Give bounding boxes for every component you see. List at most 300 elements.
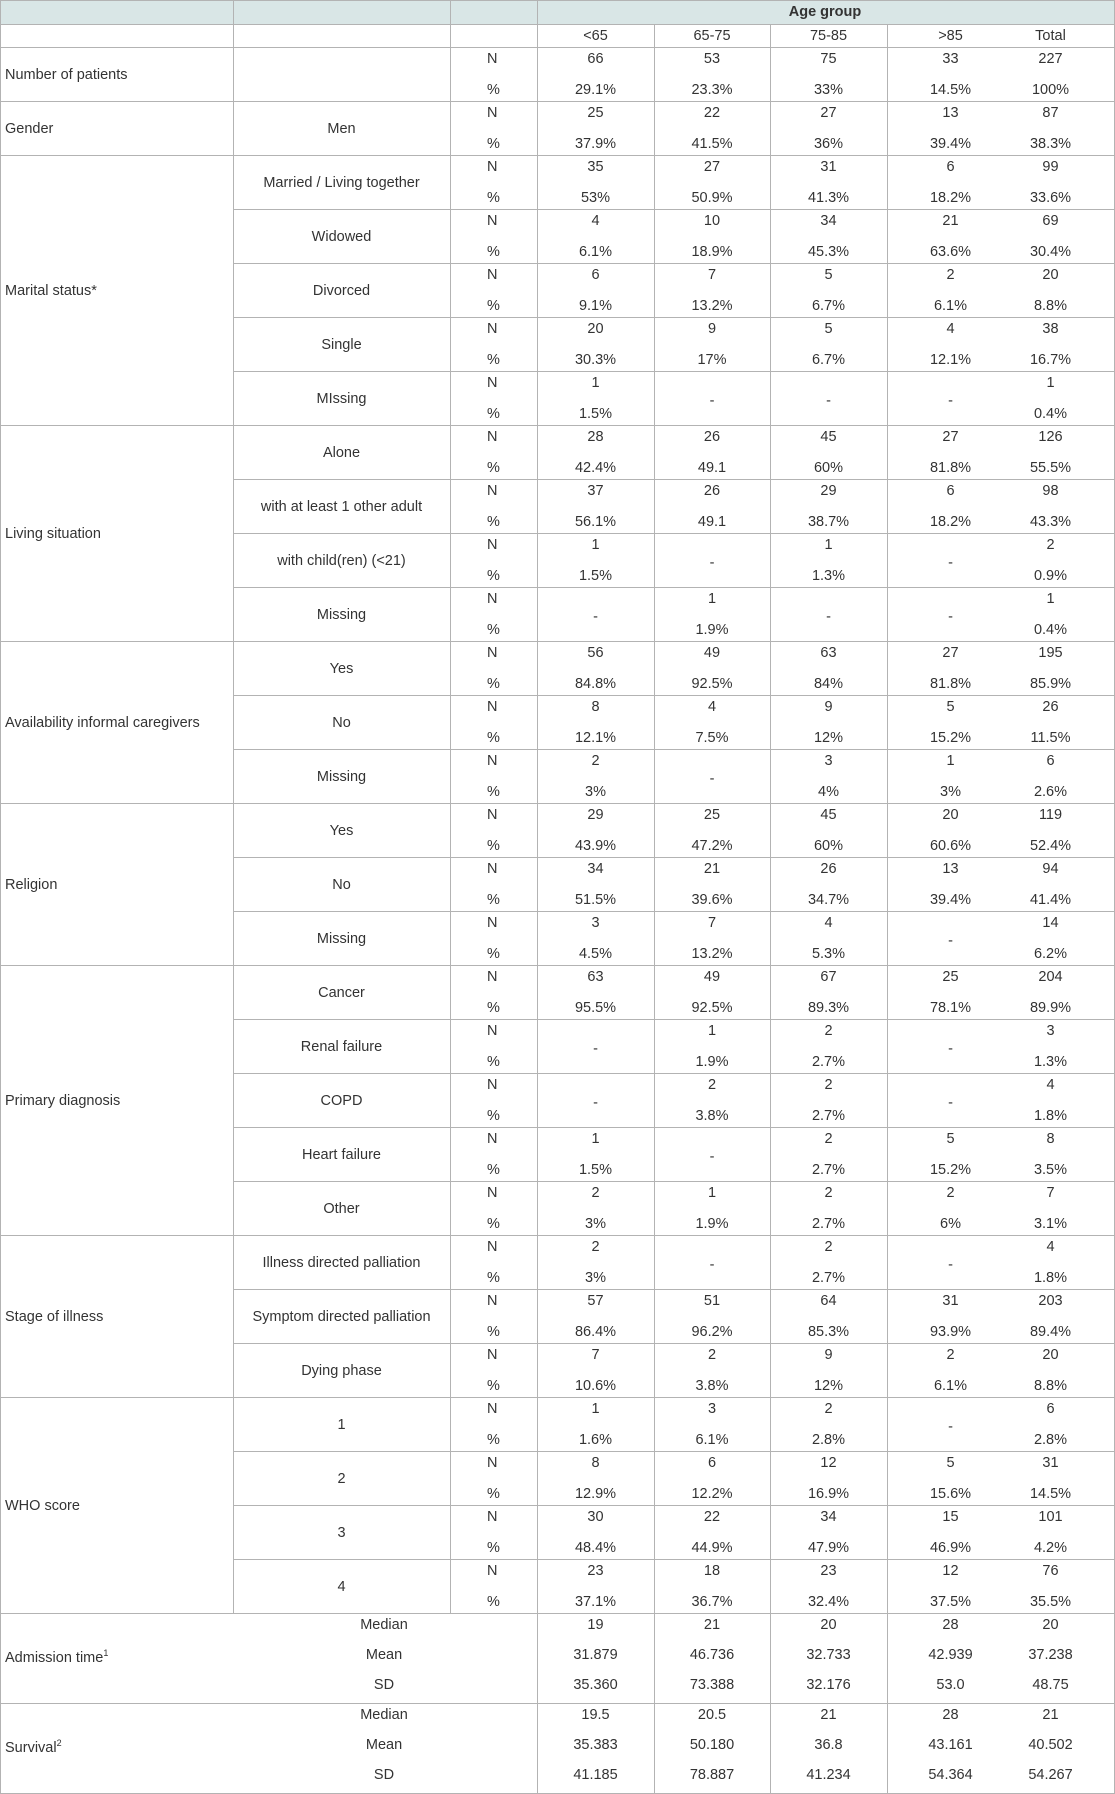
subgroup-label: Cancer: [318, 984, 365, 1001]
cell-pct: 12.1%: [574, 729, 617, 746]
cell-n: 57: [587, 1292, 604, 1309]
cell-n: 66: [587, 50, 604, 67]
cell-pct: 36%: [813, 135, 844, 152]
cell-n: 25: [942, 968, 959, 985]
n-label: N: [487, 968, 498, 985]
cell-dash: -: [709, 770, 715, 787]
cell-value: 40.502: [1028, 1736, 1073, 1753]
cell-value: 78.887: [689, 1766, 735, 1783]
grid-line: [0, 0, 1, 48]
pct-label: %: [487, 945, 500, 962]
subgroup-label: Missing: [316, 606, 367, 623]
pct-label: %: [487, 729, 500, 746]
grid-line: [233, 263, 1115, 264]
cell-n: 63: [820, 644, 837, 661]
cell-pct: 39.4%: [929, 135, 972, 152]
cell-n: 15: [942, 1508, 959, 1525]
cell-n: 8: [1046, 1130, 1055, 1147]
cell-pct: 50.9%: [691, 189, 733, 206]
cell-n: 49: [703, 644, 721, 661]
cell-pct: 36.7%: [691, 1593, 733, 1610]
n-label: N: [487, 50, 498, 67]
grid-line: [537, 47, 538, 102]
cell-n: 10: [703, 212, 721, 229]
n-label: N: [487, 104, 498, 121]
cell-pct: 1.5%: [578, 1161, 613, 1178]
cell-pct: 3.8%: [695, 1107, 729, 1124]
grid-line: [0, 101, 1, 156]
cell-pct: 43.3%: [1029, 513, 1072, 530]
grid-line: [450, 47, 451, 102]
cell-pct: 14.5%: [929, 81, 972, 98]
cell-n: 33: [942, 50, 959, 67]
cell-pct: 92.5%: [691, 999, 733, 1016]
grid-line: [654, 641, 655, 804]
cell-pct: 6.2%: [1033, 945, 1068, 962]
cell-dash: -: [948, 608, 953, 625]
n-label: N: [487, 644, 498, 661]
cell-n: 6: [707, 1454, 717, 1471]
grid-line: [0, 47, 1115, 48]
cell-dash: -: [593, 608, 598, 625]
cell-n: 9: [824, 1346, 833, 1363]
cell-pct: 1.8%: [1033, 1107, 1068, 1124]
cell-n: 2: [591, 1184, 600, 1201]
grid-line: [0, 1235, 1, 1398]
grid-line: [233, 1235, 234, 1398]
grid-line: [0, 425, 1115, 426]
pct-label: %: [487, 459, 500, 476]
cell-n: 1: [1046, 590, 1055, 607]
cell-n: 2: [824, 1076, 833, 1093]
cell-pct: 6.7%: [811, 297, 846, 314]
n-label: N: [487, 1562, 498, 1579]
grid-line: [233, 425, 234, 642]
stat-label: Mean: [365, 1646, 403, 1663]
cell-n: 13: [942, 860, 959, 877]
pct-label: %: [487, 297, 500, 314]
n-label: N: [487, 320, 498, 337]
cell-pct: 85.9%: [1029, 675, 1072, 692]
cell-value: 21: [703, 1616, 721, 1633]
pct-label: %: [487, 1485, 500, 1502]
stat-label: Median: [360, 1616, 408, 1633]
cell-pct: 12.1%: [929, 351, 972, 368]
section-label: Gender: [5, 120, 54, 137]
n-label: N: [487, 914, 498, 931]
grid-line: [770, 24, 771, 48]
n-label: N: [487, 1400, 498, 1417]
cell-pct: 16.9%: [807, 1485, 850, 1502]
grid-line: [233, 209, 1115, 210]
cell-n: 1: [591, 374, 600, 391]
stat-label: SD: [373, 1766, 395, 1783]
cell-pct: 47.2%: [691, 837, 733, 854]
cell-pct: 48.4%: [574, 1539, 617, 1556]
grid-line: [887, 155, 888, 426]
cell-n: 27: [820, 104, 837, 121]
cell-pct: 14.5%: [1029, 1485, 1072, 1502]
section-label: Number of patients: [5, 66, 128, 83]
grid-line: [450, 425, 451, 642]
column-header-1: 65-75: [693, 27, 731, 44]
cell-n: 31: [1042, 1454, 1059, 1471]
cell-pct: 8.8%: [1033, 1377, 1068, 1394]
grid-line: [0, 1397, 1, 1614]
cell-n: 76: [1042, 1562, 1059, 1579]
cell-pct: 12.9%: [574, 1485, 617, 1502]
grid-line: [654, 47, 655, 102]
cell-n: 34: [587, 860, 604, 877]
cell-pct: 60%: [813, 459, 844, 476]
cell-value: 20.5: [697, 1706, 727, 1723]
subgroup-label: 2: [337, 1470, 346, 1487]
grid-line: [537, 101, 538, 156]
pct-label: %: [487, 837, 500, 854]
cell-n: 5: [946, 1130, 955, 1147]
cell-pct: 6.7%: [811, 351, 846, 368]
cell-n: 1: [591, 1400, 600, 1417]
cell-pct: 11.5%: [1030, 729, 1071, 746]
cell-dash: -: [826, 392, 831, 409]
cell-pct: 2.7%: [811, 1161, 846, 1178]
grid-line: [537, 425, 538, 642]
cell-n: 98: [1042, 482, 1059, 499]
n-label: N: [487, 1454, 498, 1471]
cell-pct: 3%: [585, 1215, 606, 1232]
cell-value: 35.360: [573, 1676, 618, 1693]
grid-line: [233, 47, 234, 102]
grid-line: [887, 425, 888, 642]
subgroup-label: Symptom directed palliation: [252, 1308, 431, 1325]
grid-line: [770, 425, 771, 642]
grid-line: [0, 1613, 1115, 1614]
cell-pct: 34.7%: [807, 891, 850, 908]
section-label: [5, 1737, 62, 1757]
cell-n: 6: [1046, 1400, 1055, 1417]
cell-n: 64: [820, 1292, 837, 1309]
grid-line: [450, 1235, 451, 1398]
cell-pct: 2.6%: [1033, 783, 1068, 800]
cell-pct: 3%: [585, 783, 606, 800]
n-label: N: [487, 1184, 498, 1201]
cell-value: 32.176: [806, 1676, 851, 1693]
grid-line: [0, 425, 1, 642]
pct-label: %: [487, 1593, 500, 1610]
cell-n: 1: [707, 590, 717, 607]
cell-value: 54.267: [1028, 1766, 1073, 1783]
subgroup-label: Alone: [322, 444, 361, 461]
cell-n: 3: [824, 752, 833, 769]
subgroup-label: Yes: [329, 822, 354, 839]
grid-line: [233, 0, 234, 48]
grid-line: [0, 1703, 1, 1794]
cell-n: 99: [1042, 158, 1059, 175]
cell-pct: 16.7%: [1029, 351, 1072, 368]
cell-pct: 39.6%: [691, 891, 733, 908]
column-header-4: Total: [1035, 27, 1066, 44]
n-label: N: [487, 482, 498, 499]
cell-pct: 6.1%: [933, 1377, 968, 1394]
cell-pct: 2.8%: [1033, 1431, 1068, 1448]
grid-line: [233, 749, 1115, 750]
cell-pct: 33%: [813, 81, 844, 98]
cell-pct: 30.3%: [574, 351, 617, 368]
grid-line: [0, 641, 1, 804]
subgroup-label: 1: [337, 1416, 346, 1433]
cell-pct: 7.5%: [695, 729, 729, 746]
cell-n: 12: [820, 1454, 837, 1471]
grid-line: [0, 965, 1115, 966]
pct-label: %: [487, 135, 500, 152]
section-label: Religion: [5, 876, 58, 893]
subgroup-label: COPD: [320, 1092, 363, 1109]
cell-n: 18: [703, 1562, 721, 1579]
grid-line: [233, 1289, 1115, 1290]
cell-value: 46.736: [689, 1646, 735, 1663]
cell-n: 4: [1046, 1076, 1055, 1093]
cell-pct: 6.1%: [578, 243, 613, 260]
section-label: Living situation: [5, 525, 101, 542]
cell-pct: 41.5%: [691, 135, 733, 152]
grid-line: [770, 155, 771, 426]
cell-value: 32.733: [806, 1646, 851, 1663]
pct-label: %: [487, 1377, 500, 1394]
cell-pct: 1.5%: [578, 405, 613, 422]
cell-n: 6: [946, 158, 955, 175]
grid-line: [233, 641, 234, 804]
cell-dash: -: [948, 932, 953, 949]
cell-pct: 32.4%: [807, 1593, 850, 1610]
cell-value: 42.939: [928, 1646, 973, 1663]
cell-pct: 1.8%: [1033, 1269, 1068, 1286]
cell-n: 27: [942, 644, 959, 661]
cell-pct: 37.5%: [929, 1593, 972, 1610]
cell-pct: 39.4%: [929, 891, 972, 908]
cell-n: 1: [591, 536, 600, 553]
subgroup-label: Dying phase: [301, 1362, 382, 1379]
grid-line: [887, 1703, 888, 1794]
cell-pct: 47.9%: [807, 1539, 850, 1556]
grid-line: [654, 1703, 655, 1794]
cell-value: 48.75: [1032, 1676, 1069, 1693]
subgroup-label: Other: [323, 1200, 360, 1217]
cell-dash: -: [948, 392, 953, 409]
cell-pct: 60%: [813, 837, 844, 854]
grid-line: [0, 1613, 1, 1704]
grid-line: [770, 1613, 771, 1704]
n-label: N: [487, 752, 498, 769]
n-label: N: [487, 806, 498, 823]
pct-label: %: [487, 999, 500, 1016]
cell-n: 45: [820, 806, 837, 823]
cell-n: 69: [1042, 212, 1059, 229]
cell-pct: 84.8%: [574, 675, 617, 692]
grid-line: [0, 155, 1, 426]
cell-dash: -: [593, 1040, 598, 1057]
cell-pct: 53%: [580, 189, 611, 206]
cell-dash: -: [826, 608, 831, 625]
cell-value: 53.0: [936, 1676, 965, 1693]
subgroup-label: Men: [327, 120, 356, 137]
cell-pct: 42.4%: [574, 459, 617, 476]
cell-n: 2: [824, 1184, 833, 1201]
cell-n: 1: [707, 1184, 717, 1201]
subgroup-label: Married / Living together: [263, 174, 420, 191]
grid-line: [537, 1703, 538, 1794]
cell-pct: 15.6%: [929, 1485, 972, 1502]
cell-n: 2: [946, 1346, 955, 1363]
cell-pct: 6%: [940, 1215, 961, 1232]
cell-n: 4: [707, 698, 717, 715]
cell-n: 1: [1046, 374, 1055, 391]
cell-n: 34: [820, 1508, 837, 1525]
cell-n: 29: [820, 482, 837, 499]
pct-label: %: [487, 513, 500, 530]
grid-line: [770, 1397, 771, 1614]
grid-line: [233, 1343, 1115, 1344]
section-label-text: Admission time: [5, 1649, 104, 1666]
cell-n: 45: [820, 428, 837, 445]
grid-line: [233, 1397, 234, 1614]
cell-pct: 29.1%: [574, 81, 617, 98]
grid-line: [887, 1397, 888, 1614]
cell-pct: 1.9%: [695, 1215, 729, 1232]
grid-line: [233, 695, 1115, 696]
cell-pct: 17%: [697, 351, 727, 368]
cell-value: 35.383: [573, 1736, 618, 1753]
pct-label: %: [487, 891, 500, 908]
cell-n: 31: [942, 1292, 959, 1309]
n-label: N: [487, 1022, 498, 1039]
n-label: N: [487, 1076, 498, 1093]
grid-line: [887, 47, 888, 102]
cell-n: 14: [1042, 914, 1059, 931]
cell-value: 73.388: [689, 1676, 735, 1693]
grid-line: [537, 641, 538, 804]
cell-n: 227: [1038, 50, 1063, 67]
cell-pct: 93.9%: [929, 1323, 972, 1340]
cell-n: 51: [703, 1292, 721, 1309]
cell-n: 101: [1038, 1508, 1063, 1525]
cell-n: 204: [1038, 968, 1063, 985]
cell-n: 31: [820, 158, 837, 175]
cell-value: 19: [587, 1616, 604, 1633]
pct-label: %: [487, 1215, 500, 1232]
cell-pct: 3%: [940, 783, 961, 800]
cell-pct: 52.4%: [1029, 837, 1072, 854]
cell-pct: 86.4%: [574, 1323, 617, 1340]
cell-n: 203: [1038, 1292, 1063, 1309]
cell-n: 1: [707, 1022, 717, 1039]
grid-line: [0, 24, 1115, 25]
cell-pct: 4.5%: [578, 945, 613, 962]
stat-label: Mean: [365, 1736, 403, 1753]
subgroup-label: Yes: [329, 660, 354, 677]
cell-pct: 9.1%: [578, 297, 613, 314]
cell-pct: 15.2%: [929, 729, 972, 746]
n-label: N: [487, 212, 498, 229]
cell-pct: 63.6%: [929, 243, 972, 260]
cell-pct: 38.7%: [807, 513, 850, 530]
grid-line: [770, 803, 771, 966]
cell-n: 7: [707, 914, 717, 931]
cell-n: 1: [591, 1130, 600, 1147]
pct-label: %: [487, 1107, 500, 1124]
grid-line: [770, 641, 771, 804]
cell-n: 21: [703, 860, 721, 877]
cell-n: 21: [942, 212, 959, 229]
cell-pct: 55.5%: [1029, 459, 1072, 476]
cell-n: 7: [707, 266, 717, 283]
subgroup-label: 4: [337, 1578, 346, 1595]
grid-line: [450, 0, 451, 48]
grid-line: [654, 24, 655, 48]
section-label-text: Survival: [5, 1739, 57, 1756]
subgroup-label: Heart failure: [302, 1146, 381, 1163]
cell-pct: 0.9%: [1033, 567, 1068, 584]
cell-pct: 84%: [813, 675, 844, 692]
pct-label: %: [487, 1323, 500, 1340]
cell-pct: 51.5%: [574, 891, 617, 908]
grid-line: [654, 1613, 655, 1704]
cell-dash: -: [948, 1040, 953, 1057]
cell-value: 20: [1042, 1616, 1059, 1633]
grid-line: [233, 857, 1115, 858]
cell-n: 2: [1046, 536, 1055, 553]
n-label: N: [487, 1238, 498, 1255]
section-label: [5, 1647, 109, 1667]
subgroup-label: MIssing: [316, 390, 367, 407]
cell-n: 5: [824, 320, 833, 337]
cell-value: 43.161: [928, 1736, 973, 1753]
cell-n: 5: [946, 1454, 955, 1471]
section-label: Availability informal caregivers: [5, 714, 200, 731]
footnote-marker: 2: [56, 1737, 62, 1748]
cell-pct: 56.1%: [574, 513, 617, 530]
cell-n: 3: [1046, 1022, 1055, 1039]
section-label: WHO score: [5, 1497, 80, 1514]
grid-line: [233, 1505, 1115, 1506]
cell-n: 12: [942, 1562, 959, 1579]
cell-dash: -: [948, 1094, 953, 1111]
cell-pct: 4.2%: [1033, 1539, 1068, 1556]
cell-pct: 100%: [1031, 81, 1070, 98]
cell-pct: 49.1: [697, 459, 727, 476]
grid-line: [887, 1235, 888, 1398]
pct-label: %: [487, 1269, 500, 1286]
cell-dash: -: [948, 554, 953, 571]
cell-n: 26: [820, 860, 837, 877]
grid-line: [450, 965, 451, 1236]
grid-line: [0, 0, 1115, 1]
cell-n: 2: [946, 266, 955, 283]
cell-n: 20: [942, 806, 959, 823]
cell-pct: 46.9%: [929, 1539, 972, 1556]
n-label: N: [487, 698, 498, 715]
subgroup-label: Missing: [316, 768, 367, 785]
cell-n: 9: [824, 698, 833, 715]
subgroup-label: No: [332, 876, 351, 893]
cell-pct: 37.9%: [574, 135, 617, 152]
cell-pct: 1.5%: [578, 567, 613, 584]
cell-pct: 1.6%: [578, 1431, 613, 1448]
cell-pct: 92.5%: [691, 675, 733, 692]
cell-value: 41.185: [573, 1766, 618, 1783]
cell-n: 29: [587, 806, 604, 823]
cell-pct: 96.2%: [691, 1323, 733, 1340]
cell-n: 27: [942, 428, 959, 445]
